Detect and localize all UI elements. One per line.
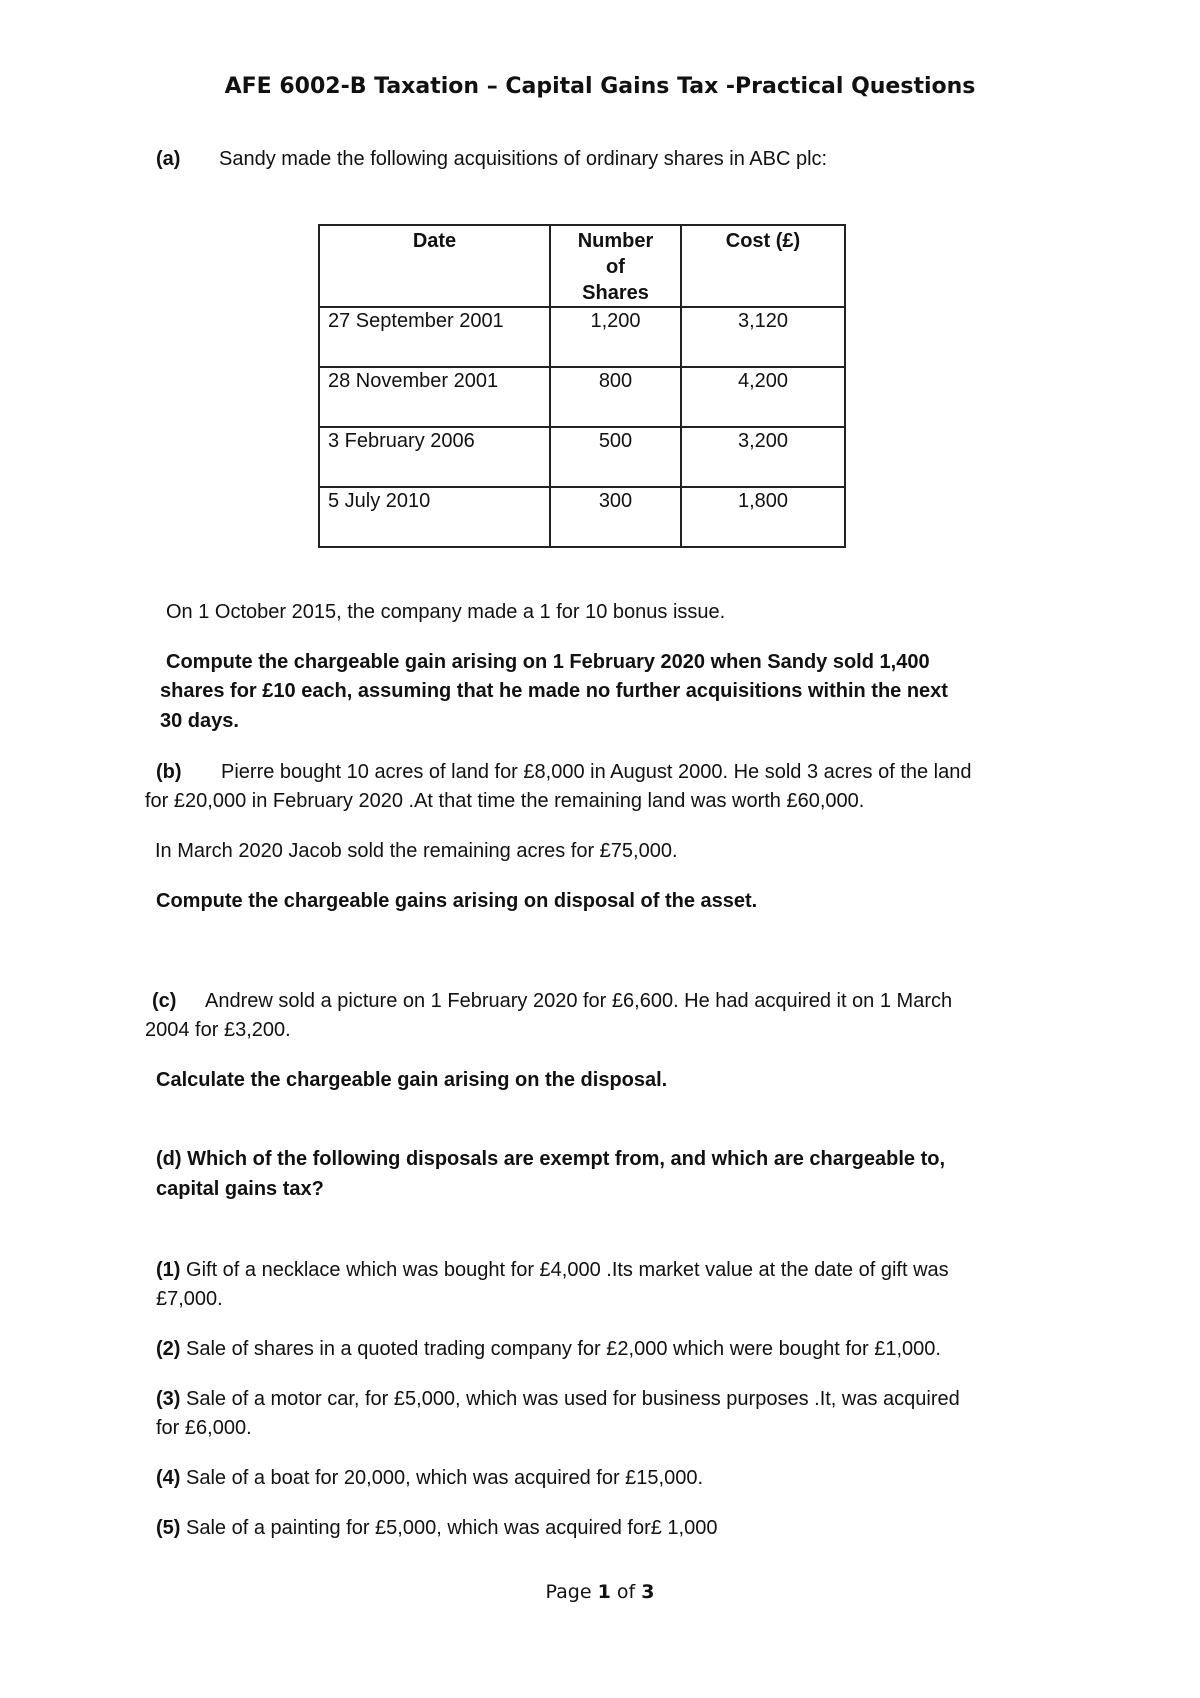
part-d-question-line1: (d) Which of the following disposals are exempt from, and which are chargeable to, bbox=[156, 1148, 946, 1170]
item-label: (4) bbox=[156, 1467, 181, 1489]
part-c-question: Calculate the chargeable gain arising on the disposal. bbox=[156, 1069, 668, 1091]
cell-date: 5 July 2010 bbox=[319, 487, 550, 547]
item-label: (3) bbox=[156, 1388, 181, 1410]
list-item bbox=[156, 1464, 703, 1493]
table-header-row bbox=[319, 225, 845, 307]
page-number-footer bbox=[0, 1581, 1200, 1603]
part-c-line1: Andrew sold a picture on 1 February 2020 for £6,600. He had acquired it on 1 March bbox=[205, 990, 953, 1012]
header-cost: Cost (£) bbox=[681, 225, 845, 307]
cell-date: 3 February 2006 bbox=[319, 427, 550, 487]
part-d-question-line2: capital gains tax? bbox=[156, 1178, 324, 1200]
list-item bbox=[156, 1385, 960, 1414]
part-b-line1: Pierre bought 10 acres of land for £8,000 in August 2000. He sold 3 acres of the land bbox=[221, 761, 972, 783]
part-c-label: (c) bbox=[152, 990, 177, 1012]
table-row bbox=[319, 427, 845, 487]
acquisitions-table bbox=[318, 224, 846, 548]
cell-number: 1,200 bbox=[550, 307, 681, 367]
cell-number: 300 bbox=[550, 487, 681, 547]
part-b-line2: for £20,000 in February 2020 .At that time the remaining land was worth £60,000. bbox=[145, 790, 865, 812]
item-label: (1) bbox=[156, 1259, 181, 1281]
header-number-line2: of bbox=[606, 256, 625, 278]
cell-cost: 4,200 bbox=[681, 367, 845, 427]
part-a-label-text: (a) bbox=[156, 148, 181, 170]
item-text: Sale of a boat for 20,000, which was acquired for £15,000. bbox=[186, 1467, 704, 1489]
cell-date: 28 November 2001 bbox=[319, 367, 550, 427]
list-item bbox=[156, 1514, 717, 1543]
list-item bbox=[156, 1335, 941, 1364]
header-number-of-shares bbox=[550, 225, 681, 307]
footer-total: 3 bbox=[641, 1581, 655, 1603]
item-label: (2) bbox=[156, 1338, 181, 1360]
part-b-question: Compute the chargeable gains arising on disposal of the asset. bbox=[156, 890, 758, 912]
item-continuation: for £6,000. bbox=[156, 1417, 252, 1439]
part-b-line3: In March 2020 Jacob sold the remaining acres for £75,000. bbox=[155, 840, 678, 862]
item-continuation: £7,000. bbox=[156, 1288, 223, 1310]
table-row bbox=[319, 307, 845, 367]
part-a-question-line2: shares for £10 each, assuming that he made no further acquisitions within the next bbox=[160, 680, 948, 702]
cell-number: 500 bbox=[550, 427, 681, 487]
item-text: Sale of a motor car, for £5,000, which was used for business purposes .It, was acquired bbox=[186, 1388, 960, 1410]
footer-prefix: Page bbox=[545, 1581, 598, 1603]
footer-middle: of bbox=[610, 1581, 642, 1603]
table-row bbox=[319, 367, 845, 427]
table-row bbox=[319, 487, 845, 547]
cell-number: 800 bbox=[550, 367, 681, 427]
header-number-line1: Number bbox=[577, 230, 654, 252]
cell-cost: 3,120 bbox=[681, 307, 845, 367]
item-text: Gift of a necklace which was bought for £4,000 .Its market value at the date of gift was bbox=[186, 1259, 949, 1281]
item-label: (5) bbox=[156, 1517, 181, 1539]
cell-cost: 3,200 bbox=[681, 427, 845, 487]
cell-date: 27 September 2001 bbox=[319, 307, 550, 367]
part-c-line2: 2004 for £3,200. bbox=[145, 1019, 291, 1041]
item-text: Sale of a painting for £5,000, which was acquired for£ 1,000 bbox=[186, 1517, 718, 1539]
item-text: Sale of shares in a quoted trading company for £2,000 which were bought for £1,000. bbox=[186, 1338, 941, 1360]
part-b-label: (b) bbox=[156, 761, 182, 783]
page-title: AFE 6002-B Taxation – Capital Gains Tax -Practical Questions bbox=[224, 74, 976, 99]
part-a-intro: Sandy made the following acquisitions of ordinary shares in ABC plc: bbox=[219, 148, 828, 170]
part-a-question-line3: 30 days. bbox=[160, 710, 239, 732]
footer-page: 1 bbox=[597, 1581, 611, 1603]
header-date: Date bbox=[319, 225, 550, 307]
header-number-line3: Shares bbox=[582, 282, 649, 304]
bonus-issue-text: On 1 October 2015, the company made a 1 for 10 bonus issue. bbox=[166, 601, 726, 623]
cell-cost: 1,800 bbox=[681, 487, 845, 547]
list-item bbox=[156, 1256, 949, 1285]
part-a-question-line1: Compute the chargeable gain arising on 1 February 2020 when Sandy sold 1,400 bbox=[166, 651, 930, 673]
part-a-label bbox=[156, 145, 180, 174]
